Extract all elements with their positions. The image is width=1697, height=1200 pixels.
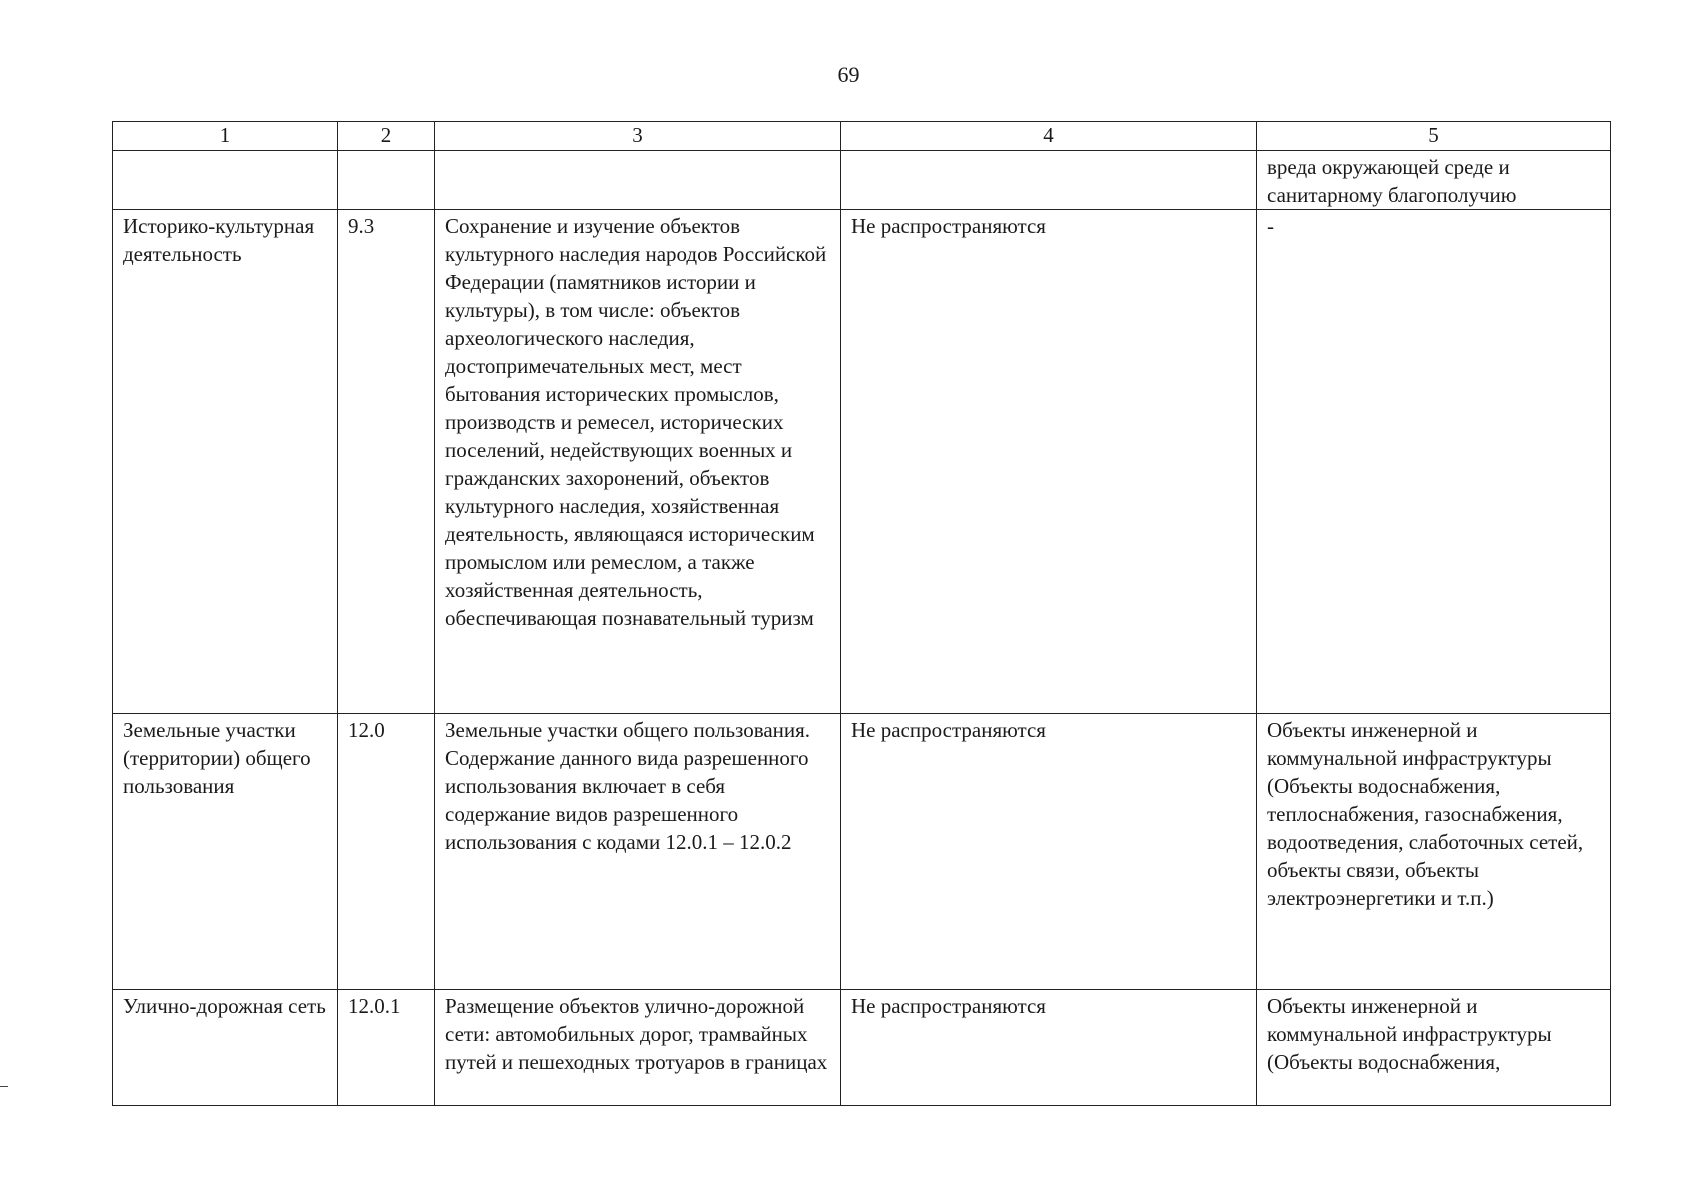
cell-use-type: Земельные участки (территории) общего пользования [113, 714, 338, 990]
table-header-row [113, 122, 1611, 151]
cell-description: Земельные участки общего пользования. Содержание данного вида разрешенного использования включает в себя содержание видов разрешенного использования с кодами 12.0.1 – 12.0.2 [435, 714, 841, 990]
cell-description: Сохранение и изучение объектов культурного наследия народов Российской Федерации (памятников истории и культуры), в том числе: объектов археологического наследия, достопримечательных мест, мест бытования исторических промыслов, производств и ремесел, исторических поселений, недействующих военных и гражданских захоронений, объектов культурного наследия, хозяйственная деятельность, являющаяся историческим промыслом или ремеслом, а также хозяйственная деятельность, обеспечивающая познавательный туризм [435, 210, 841, 714]
cell-code: 9.3 [338, 210, 435, 714]
cell-parameters: Не распространяются [841, 714, 1257, 990]
cell-description [435, 151, 841, 210]
scan-edge-mark [0, 1086, 8, 1087]
cell-auxiliary: Объекты инженерной и коммунальной инфраструктуры (Объекты водоснабжения, [1257, 990, 1611, 1106]
cell-description: Размещение объектов улично-дорожной сети: автомобильных дорог, трамвайных путей и пешеходных тротуаров в границах [435, 990, 841, 1106]
table-row [113, 151, 1611, 210]
header-cell-3: 3 [435, 122, 841, 151]
cell-auxiliary: вреда окружающей среде и санитарному благополучию [1257, 151, 1611, 210]
header-cell-2: 2 [338, 122, 435, 151]
cell-code: 12.0.1 [338, 990, 435, 1106]
cell-parameters: Не распространяются [841, 990, 1257, 1106]
cell-use-type [113, 151, 338, 210]
cell-auxiliary: Объекты инженерной и коммунальной инфраструктуры (Объекты водоснабжения, теплоснабжения, газоснабжения, водоотведения, слаботочных сетей, объекты связи, объекты электроэнергетики и т.п.) [1257, 714, 1611, 990]
cell-parameters [841, 151, 1257, 210]
header-cell-4: 4 [841, 122, 1257, 151]
cell-auxiliary: - [1257, 210, 1611, 714]
cell-code [338, 151, 435, 210]
header-cell-5: 5 [1257, 122, 1611, 151]
page-number: 69 [837, 62, 860, 87]
table-row [113, 210, 1611, 714]
cell-use-type: Историко-культурная деятельность [113, 210, 338, 714]
header-cell-1: 1 [113, 122, 338, 151]
regulations-table [112, 121, 1611, 1106]
table-row [113, 714, 1611, 990]
cell-parameters: Не распространяются [841, 210, 1257, 714]
cell-use-type: Улично-дорожная сеть [113, 990, 338, 1106]
table-row [113, 990, 1611, 1106]
cell-code: 12.0 [338, 714, 435, 990]
